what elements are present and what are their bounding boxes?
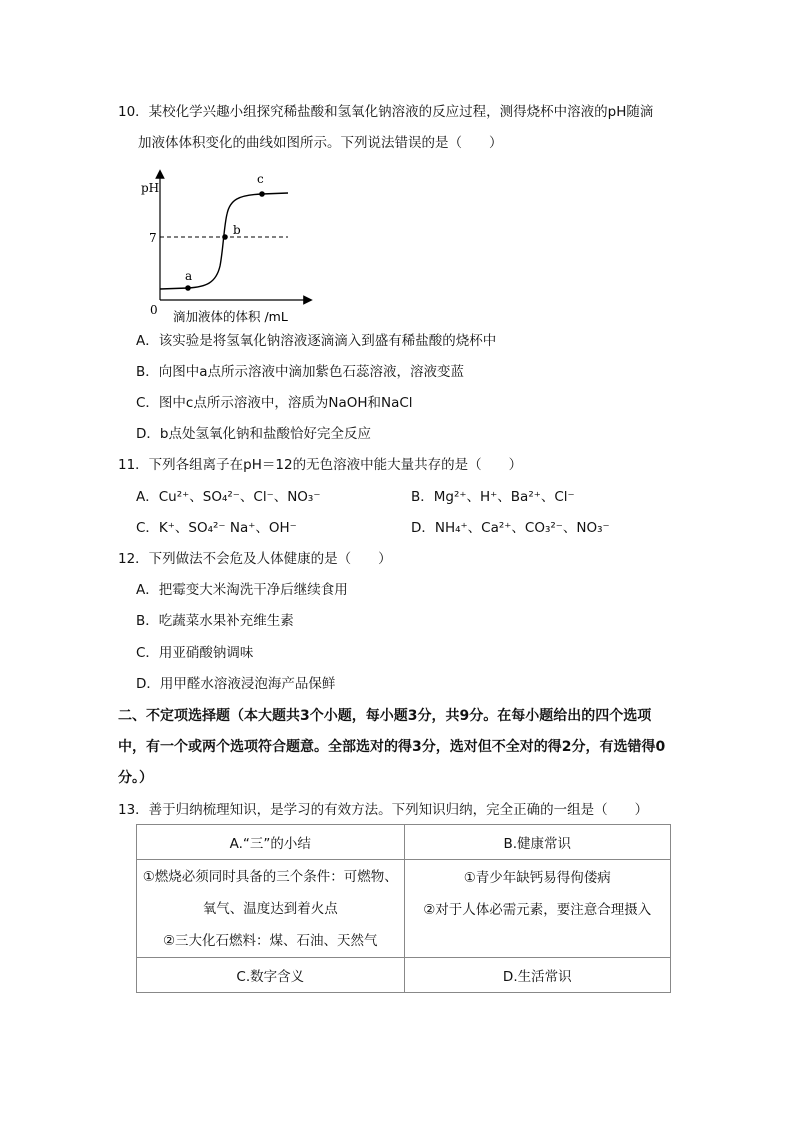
y-axis-label: pH xyxy=(141,181,160,195)
section2-heading-line3: 分。） xyxy=(118,770,153,786)
q12-option-b: B．吃蔬菜水果补充维生素 xyxy=(136,613,294,629)
table-header-b: B.健康常识 xyxy=(404,825,670,860)
section2-heading-line1: 二、不定项选择题（本大题共3个小题，每小题3分，共9分。在每小题给出的四个选项 xyxy=(118,708,652,724)
q12-option-c: C．用亚硝酸钠调味 xyxy=(136,645,254,661)
point-b-label: b xyxy=(233,223,241,237)
q13-stem: 13．善于归纳梳理知识，是学习的有效方法。下列知识归纳，完全正确的一组是（ ） xyxy=(118,802,649,818)
table-cell-a-content xyxy=(137,860,405,958)
point-a xyxy=(185,285,191,291)
q11-option-c: C．K⁺、SO₄²⁻ Na⁺、OH⁻ xyxy=(136,520,297,536)
q12-option-a: A．把霉变大米淘洗干净后继续食用 xyxy=(136,582,348,598)
table-cell-b-content xyxy=(404,860,670,958)
q12-option-d: D．用甲醛水溶液浸泡海产品保鲜 xyxy=(136,676,336,692)
q11-stem: 11．下列各组离子在pH＝12的无色溶液中能大量共存的是（ ） xyxy=(118,457,523,473)
point-c-label: c xyxy=(257,172,264,186)
q11-option-a: A．Cu²⁺、SO₄²⁻、Cl⁻、NO₃⁻ xyxy=(136,489,321,505)
cell-a-line3: ②三大化石燃料：煤、石油、天然气 xyxy=(162,932,378,949)
table-header-a: A.“三”的小结 xyxy=(137,825,405,860)
table-header-c: C.数字含义 xyxy=(137,958,405,993)
q10-option-d: D．b点处氢氧化钠和盐酸恰好完全反应 xyxy=(136,426,371,442)
table-header-d: D.生活常识 xyxy=(404,958,670,993)
cell-a-line1: ①燃烧必须同时具备的三个条件：可燃物、 xyxy=(142,868,398,885)
cell-b-line1: ①青少年缺钙易得佝偻病 xyxy=(463,870,611,886)
origin-label: 0 xyxy=(150,303,158,317)
q10-ph-curve-figure xyxy=(136,166,326,326)
q10-stem-line1: 10．某校化学兴趣小组探究稀盐酸和氢氧化钠溶液的反应过程，测得烧杯中溶液的pH随滴 xyxy=(118,104,654,120)
section2-heading-line2: 中，有一个或两个选项符合题意。全部选对的得3分，选对但不全对的得2分，有选错得0 xyxy=(118,739,666,755)
tick-7-label: 7 xyxy=(149,231,157,245)
q10-option-a: A．该实验是将氢氧化钠溶液逐滴滴入到盛有稀盐酸的烧杯中 xyxy=(136,333,497,349)
q10-option-b: B．向图中a点所示溶液中滴加紫色石蕊溶液，溶液变蓝 xyxy=(136,364,465,380)
cell-a-line2: 氧气、温度达到着火点 xyxy=(202,900,338,917)
x-axis-label: 滴加液体的体积 /mL xyxy=(173,309,288,324)
q13-knowledge-table xyxy=(136,824,671,993)
q11-option-b: B．Mg²⁺、H⁺、Ba²⁺、Cl⁻ xyxy=(411,489,575,505)
q12-stem: 12．下列做法不会危及人体健康的是（ ） xyxy=(118,551,392,567)
q10-option-c: C．图中c点所示溶液中，溶质为NaOH和NaCl xyxy=(136,395,413,411)
point-b xyxy=(222,234,228,240)
point-a-label: a xyxy=(185,269,193,283)
q10-stem-line2: 加液体体积变化的曲线如图所示。下列说法错误的是（ ） xyxy=(138,135,503,151)
cell-b-line2: ②对于人体必需元素，要注意合理摄入 xyxy=(423,902,652,918)
q11-option-d: D．NH₄⁺、Ca²⁺、CO₃²⁻、NO₃⁻ xyxy=(411,520,610,536)
point-c xyxy=(259,191,265,197)
ph-curve xyxy=(160,193,288,289)
